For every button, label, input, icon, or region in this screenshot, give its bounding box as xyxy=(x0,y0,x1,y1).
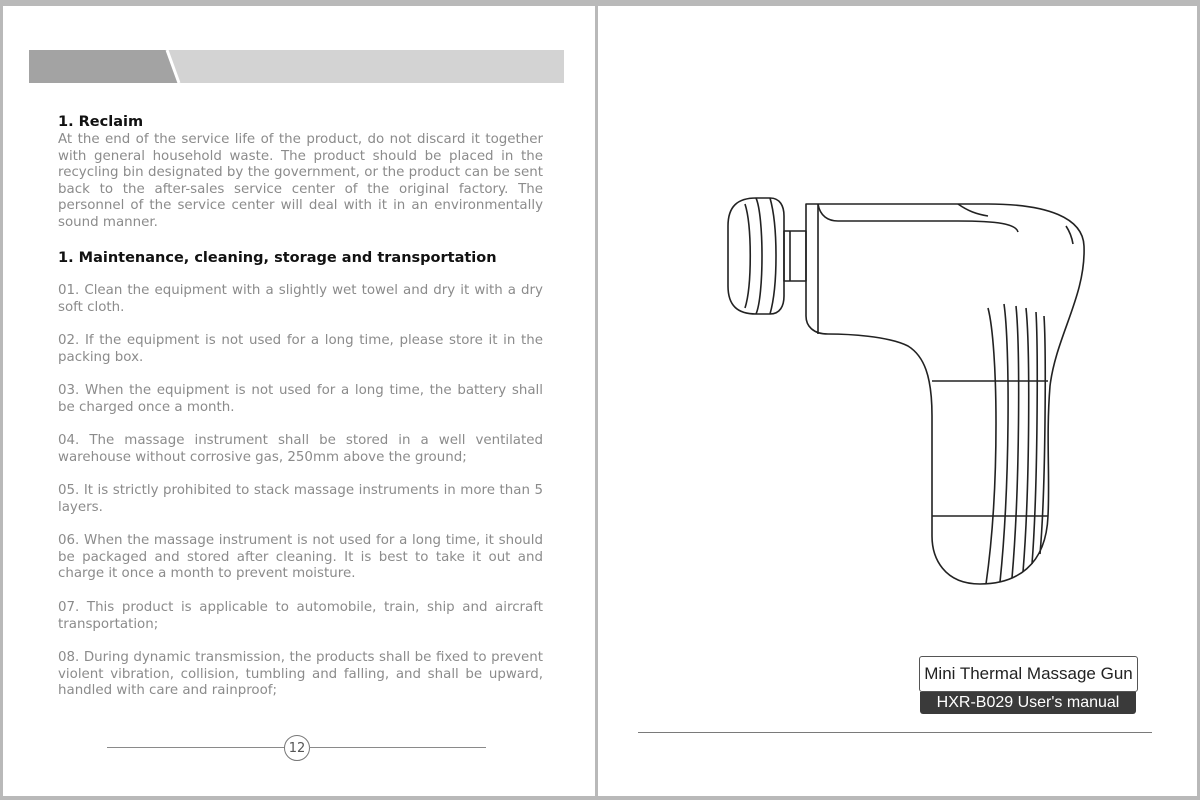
reclaim-heading: 1. Reclaim xyxy=(58,114,144,130)
reclaim-body: At the end of the service life of the product, do not discard it together with general household waste. The product should be placed in the recycling bin designated by the government, or the product can be sent back to the after-sales service center of the original factory. The personnel of the service center will deal with it in an environmentally sound manner. xyxy=(58,132,543,230)
left-page xyxy=(3,6,595,796)
list-item: 04. The massage instrument shall be stored in a well ventilated warehouse without corrosive gas, 250mm above the ground; xyxy=(58,433,543,465)
list-item: 08. During dynamic transmission, the products shall be fixed to prevent violent vibration, collision, tumbling and falling, and shall be upward, handled with care and rainproof; xyxy=(58,650,543,699)
list-item: 06. When the massage instrument is not used for a long time, it should be packaged and stored after cleaning. It is best to take it out and charge it once a month to prevent moisture. xyxy=(58,533,543,582)
product-title: Mini Thermal Massage Gun xyxy=(919,656,1138,692)
list-item: 02. If the equipment is not used for a long time, please store it in the packing box. xyxy=(58,333,543,365)
list-item: 01. Clean the equipment with a slightly wet towel and dry it with a dry soft cloth. xyxy=(58,283,543,315)
massage-gun-illustration xyxy=(718,186,1098,596)
page-number: 12 xyxy=(284,735,310,761)
footer-rule-left xyxy=(107,747,284,748)
footer-rule-right xyxy=(309,747,486,748)
manual-label: HXR-B029 User's manual xyxy=(920,692,1136,714)
list-item: 05. It is strictly prohibited to stack massage instruments in more than 5 layers. xyxy=(58,483,543,515)
footer-rule xyxy=(638,732,1152,733)
list-item: 03. When the equipment is not used for a long time, the battery shall be charged once a month. xyxy=(58,383,543,415)
maintenance-heading: 1. Maintenance, cleaning, storage and transportation xyxy=(58,250,497,266)
right-page xyxy=(598,6,1197,796)
header-band xyxy=(29,50,564,83)
list-item: 07. This product is applicable to automobile, train, ship and aircraft transportation; xyxy=(58,600,543,632)
